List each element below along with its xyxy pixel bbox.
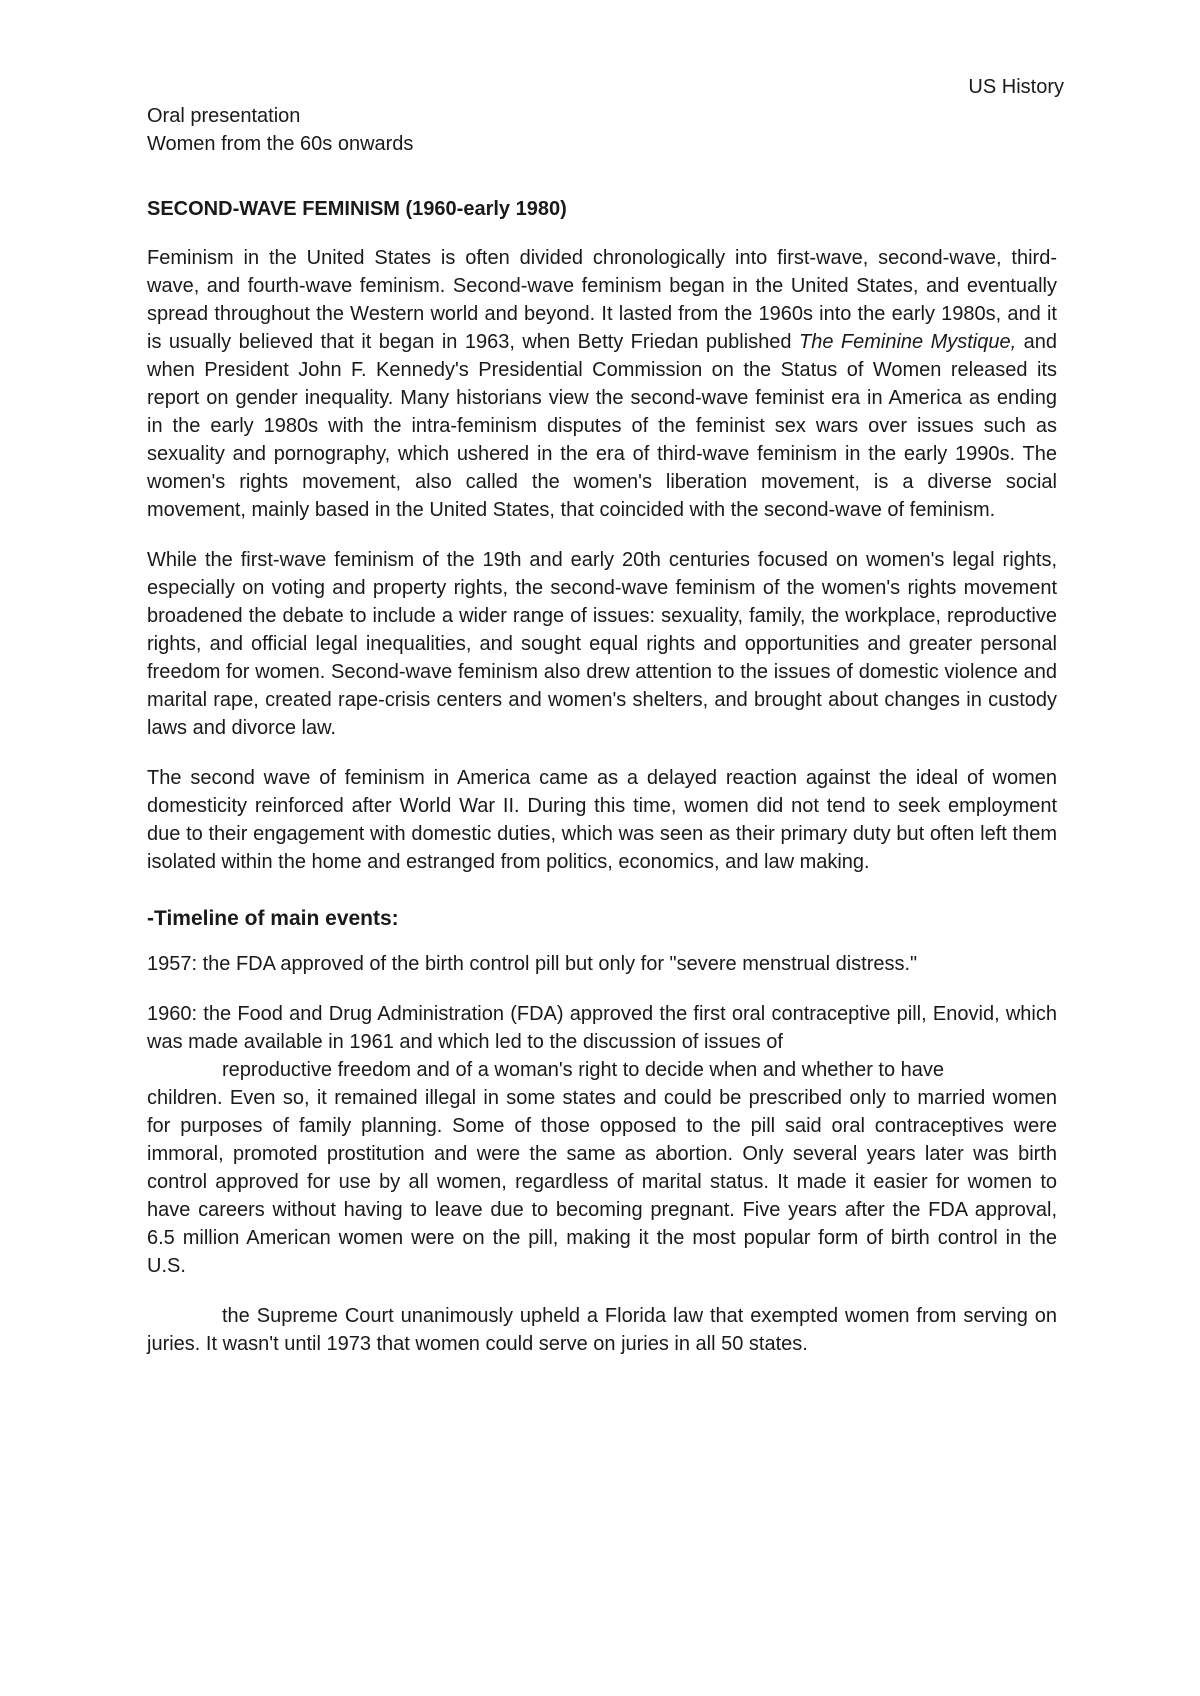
timeline-event-1960-rest: children. Even so, it remained illegal in some states and could be prescribed only to married women for purposes of family planning. Some of those opposed to the pill said oral contraceptives were immoral, promoted prostitution and were the same as abortion. Only several years later was birth control approved for use by all women, regardless of marital status. It made it easier for women to have careers without having to leave due to becoming pregnant. Five years after the FDA approval, 6.5 million American women were on the pill, making it the most popular form of birth control in the U.S. — [147, 1087, 1057, 1277]
timeline-event-supreme-court: the Supreme Court unanimously upheld a Florida law that exempted women from serving on juries. It wasn't until 1973 that women could serve on juries in all 50 states. — [147, 1305, 1057, 1355]
paragraph-first-vs-second-wave: While the first-wave feminism of the 19th and early 20th centuries focused on women's legal rights, especially on voting and property rights, the second-wave feminism of the women's rights movement broadened the debate to include a wider range of issues: sexuality, family, the workplace, reproductive rights, and official legal inequalities, and sought equal rights and opportunities and greater personal freedom for women. Second-wave feminism also drew attention to the issues of domestic violence and marital rape, created rape-crisis centers and women's shelters, and brought about changes in custody laws and divorce law. — [147, 549, 1057, 739]
intro-line-topic: Women from the 60s onwards — [147, 133, 414, 155]
paragraph-intro-part2: and when President John F. Kennedy's Presidential Commission on the Status of Women released its report on gender inequality. Many historians view the second-wave feminist era in America as ending in the early 1980s with the intra-feminism disputes of the feminist sex wars over issues such as sexuality and pornography, which ushered in the era of third-wave feminism in the early 1990s. The women's rights movement, also called the women's liberation movement, is a diverse social movement, mainly based in the United States, that coincided with the second-wave of feminism. — [147, 331, 1058, 521]
timeline-heading: -Timeline of main events: — [147, 907, 399, 930]
intro-line-oral-presentation: Oral presentation — [147, 105, 301, 127]
book-title-feminine-mystique: The Feminine Mystique, — [798, 331, 1017, 353]
document-body — [147, 102, 1057, 1358]
timeline-event-1957: 1957: the FDA approved of the birth control pill but only for "severe menstrual distress." — [147, 953, 918, 975]
document-title: SECOND-WAVE FEMINISM (1960-early 1980) — [147, 198, 567, 220]
paragraph-delayed-reaction: The second wave of feminism in America came as a delayed reaction against the ideal of women domesticity reinforced after World War II. During this time, women did not tend to seek employment due to their engagement with domestic duties, which was seen as their primary duty but often left them isolated within the home and estranged from politics, economics, and law making. — [147, 767, 1057, 873]
timeline-event-1960 — [147, 1000, 1057, 1280]
paragraph-intro-part1: Feminism in the United States is often divided chronologically into first-wave, second-wave, third-wave, and fourth-wave feminism. Second-wave feminism began in the United States, and eventually spread throughout the Western world and beyond. It lasted from the 1960s into the early 1980s, and it is usually believed that it began in 1963, when Betty Friedan published — [147, 247, 1057, 353]
timeline-event-1960-lead: 1960: the Food and Drug Administration (FDA) approved the first oral contraceptive pill, Enovid, which was made available in 1961 and which led to the discussion of issues of — [147, 1003, 1057, 1053]
paragraph-intro-feminism — [147, 244, 1057, 524]
timeline-event-1960-indented-line: reproductive freedom and of a woman's right to decide when and whether to have — [222, 1059, 945, 1081]
course-header: US History — [968, 76, 1064, 98]
